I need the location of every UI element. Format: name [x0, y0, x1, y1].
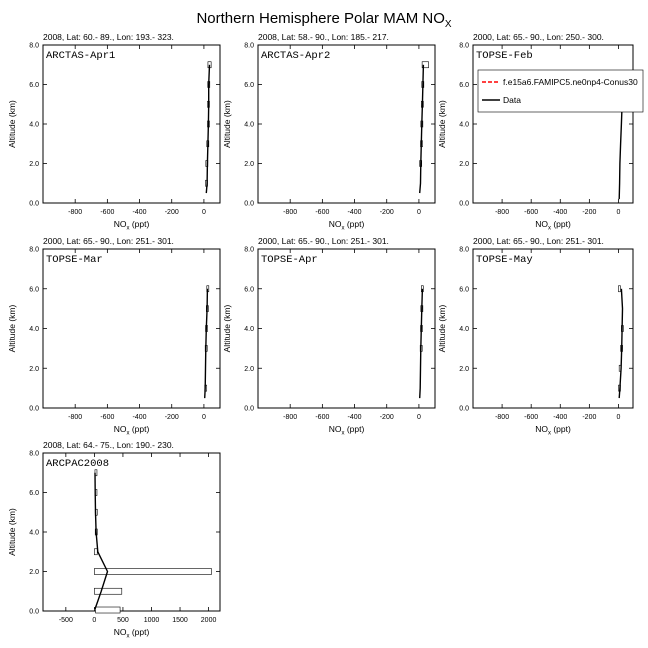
x-axis-label-sub: x	[126, 225, 130, 232]
x-axis-label-unit: (ppt)	[344, 219, 365, 229]
y-tick-label: 8.0	[29, 450, 39, 458]
y-tick-label: 6.0	[244, 82, 254, 89]
x-tick-label: -800	[495, 414, 510, 421]
y-tick-label: 2.0	[29, 365, 39, 373]
campaign-label: ARCPAC2008	[46, 458, 110, 470]
y-tick-label: 6.0	[459, 286, 469, 294]
y-tick-label: 4.0	[29, 326, 39, 333]
y-axis-label: Altitude (km)	[7, 100, 17, 148]
legend-label: Data	[503, 95, 521, 105]
x-tick-label: 0	[416, 209, 421, 216]
x-axis-label-main: NO	[535, 424, 548, 434]
x-tick-label: -200	[379, 414, 394, 421]
x-tick-label: -400	[347, 209, 362, 216]
y-axis-label: Altitude (km)	[437, 304, 447, 353]
y-tick-label: 2.0	[459, 161, 469, 168]
x-axis-label-main: NO	[328, 424, 342, 434]
x-tick-label: -200	[582, 209, 597, 216]
x-tick-label: -800	[495, 209, 510, 216]
x-tick-label: 1500	[172, 617, 188, 624]
y-tick-label: 4.0	[29, 529, 39, 537]
x-tick-label: 0	[201, 414, 206, 421]
x-axis-label	[114, 219, 150, 232]
panels-group	[7, 32, 633, 640]
campaign-label: TOPSE-Mar	[46, 254, 103, 266]
x-tick-label: -400	[132, 414, 147, 421]
panel-7	[7, 440, 220, 640]
x-tick-label: 0	[416, 414, 421, 421]
x-tick-label: -600	[524, 414, 539, 421]
x-tick-label: -200	[164, 414, 179, 421]
y-axis-label: Altitude (km)	[7, 508, 17, 556]
x-tick-label: -600	[315, 209, 330, 216]
panel-header: 2000, Lat: 65.- 90., Lon: 251.- 301.	[258, 236, 389, 246]
x-tick-label: -400	[553, 414, 568, 421]
y-tick-label: 0.0	[29, 405, 39, 413]
panel-6	[437, 236, 633, 437]
x-axis-label-unit: (ppt)	[129, 219, 150, 229]
y-tick-label: 2.0	[244, 161, 254, 168]
x-tick-label: -800	[68, 209, 83, 216]
panel-1	[7, 32, 220, 232]
x-tick-label: 1000	[143, 617, 160, 624]
x-axis-label-unit: (ppt)	[550, 219, 571, 229]
x-tick-label: 2000	[200, 617, 217, 624]
x-tick-label: -600	[100, 209, 115, 216]
x-axis-label-unit: (ppt)	[344, 424, 365, 434]
plot-frame	[258, 45, 435, 203]
x-axis-label-unit: (ppt)	[550, 424, 571, 434]
y-tick-label: 8.0	[29, 246, 39, 254]
x-axis-label-sub: x	[126, 633, 130, 640]
x-tick-label: -400	[347, 414, 362, 421]
x-tick-label: 0	[92, 617, 97, 624]
y-axis-label: Altitude (km)	[222, 100, 232, 148]
panel-header: 2008, Lat: 64.- 75., Lon: 190.- 230.	[43, 440, 174, 450]
panel-header: 2008, Lat: 58.- 90., Lon: 185.- 217.	[258, 32, 389, 42]
y-axis-label: Altitude (km)	[437, 100, 447, 148]
x-axis-label-sub: x	[341, 225, 345, 232]
x-axis-label	[535, 424, 571, 437]
x-tick-label: 0	[616, 414, 621, 421]
x-axis-label-sub: x	[547, 430, 551, 437]
x-tick-label: -500	[58, 617, 73, 624]
y-tick-label: 8.0	[459, 42, 469, 50]
campaign-label: TOPSE-Apr	[261, 254, 318, 266]
y-tick-label: 4.0	[29, 121, 39, 129]
x-tick-label: -400	[132, 209, 147, 216]
x-axis-label	[329, 219, 365, 232]
x-axis-label-main: NO	[113, 627, 127, 637]
plot-frame	[473, 249, 633, 408]
x-tick-label: -400	[553, 209, 568, 216]
x-axis-label-unit: (ppt)	[129, 424, 150, 434]
y-tick-label: 8.0	[244, 246, 254, 254]
campaign-label: TOPSE-May	[476, 254, 533, 266]
panel-header: 2008, Lat: 60.- 89., Lon: 193.- 323.	[43, 32, 174, 42]
y-tick-label: 8.0	[244, 42, 254, 50]
x-tick-label: -200	[379, 209, 394, 216]
panel-3	[437, 32, 633, 232]
x-axis-label-main: NO	[113, 424, 127, 434]
y-tick-label: 6.0	[29, 286, 39, 294]
y-axis-label: Altitude (km)	[7, 304, 17, 353]
x-axis-label	[535, 219, 571, 232]
figure-title: Northern Hemisphere Polar MAM $NO_X$	[196, 10, 452, 30]
campaign-label: ARCTAS-Apr2	[261, 50, 331, 62]
data-range-box	[94, 588, 121, 594]
y-tick-label: 4.0	[459, 326, 469, 333]
data-line	[619, 289, 622, 398]
y-tick-label: 6.0	[29, 490, 39, 497]
x-tick-label: -800	[68, 414, 83, 421]
data-range-box	[94, 569, 211, 575]
x-tick-label: 0	[201, 209, 206, 216]
y-tick-label: 2.0	[459, 365, 469, 373]
legend-label: f.e15a6.FAMIPC5.ne0np4-Conus30	[503, 77, 638, 87]
panel-header: 2000, Lat: 65.- 90., Lon: 250.- 300.	[473, 32, 604, 42]
y-tick-label: 0.0	[29, 608, 39, 616]
panel-5	[222, 236, 435, 437]
x-tick-label: -200	[164, 209, 179, 216]
panel-2	[222, 32, 435, 232]
data-range-box	[94, 549, 97, 555]
campaign-label: ARCTAS-Apr1	[46, 50, 116, 62]
y-tick-label: 0.0	[459, 405, 469, 413]
y-tick-label: 2.0	[29, 569, 39, 576]
x-tick-label: -600	[100, 414, 115, 421]
x-tick-label: 0	[616, 209, 621, 216]
y-tick-label: 0.0	[459, 200, 469, 208]
x-axis-label-main: NO	[113, 219, 127, 229]
x-axis-label-sub: x	[126, 430, 130, 437]
x-axis-label	[329, 424, 365, 437]
x-axis-label-main: NO	[535, 219, 548, 229]
y-tick-label: 8.0	[459, 246, 469, 254]
panel-header: 2000, Lat: 65.- 90., Lon: 251.- 301.	[473, 236, 604, 246]
x-tick-label: -800	[283, 209, 298, 216]
plot-frame	[473, 45, 633, 203]
y-tick-label: 2.0	[29, 161, 39, 168]
x-tick-label: -200	[582, 414, 597, 421]
plot-frame	[43, 453, 220, 611]
data-range-box	[96, 607, 121, 613]
campaign-label: TOPSE-Feb	[476, 50, 533, 62]
x-axis-label-main: NO	[328, 219, 342, 229]
y-tick-label: 8.0	[29, 42, 39, 50]
x-axis-label	[114, 424, 150, 437]
panel-header: 2000, Lat: 65.- 90., Lon: 251.- 301.	[43, 236, 174, 246]
plot-frame	[258, 249, 435, 408]
panel-4	[7, 236, 220, 437]
x-tick-label: -800	[283, 414, 298, 421]
x-tick-label: 500	[117, 617, 129, 624]
x-axis-label-sub: x	[341, 430, 345, 437]
y-tick-label: 4.0	[459, 121, 469, 129]
y-tick-label: 4.0	[244, 121, 254, 129]
y-tick-label: 6.0	[29, 82, 39, 89]
y-tick-label: 0.0	[29, 200, 39, 208]
y-tick-label: 0.0	[244, 200, 254, 208]
data-range-box	[618, 286, 620, 292]
x-tick-label: -600	[315, 414, 330, 421]
x-axis-label-sub: x	[547, 225, 551, 232]
y-tick-label: 2.0	[244, 365, 254, 373]
y-tick-label: 0.0	[244, 405, 254, 413]
legend	[478, 70, 643, 112]
data-line	[420, 289, 423, 398]
y-tick-label: 6.0	[244, 286, 254, 294]
x-tick-label: -600	[524, 209, 539, 216]
plot-frame	[43, 249, 220, 408]
plot-frame	[43, 45, 220, 203]
y-tick-label: 4.0	[244, 326, 254, 333]
y-tick-label: 6.0	[459, 82, 469, 89]
data-line	[205, 289, 208, 398]
x-axis-label	[114, 627, 150, 640]
y-axis-label: Altitude (km)	[222, 304, 232, 353]
x-axis-label-unit: (ppt)	[129, 627, 150, 637]
